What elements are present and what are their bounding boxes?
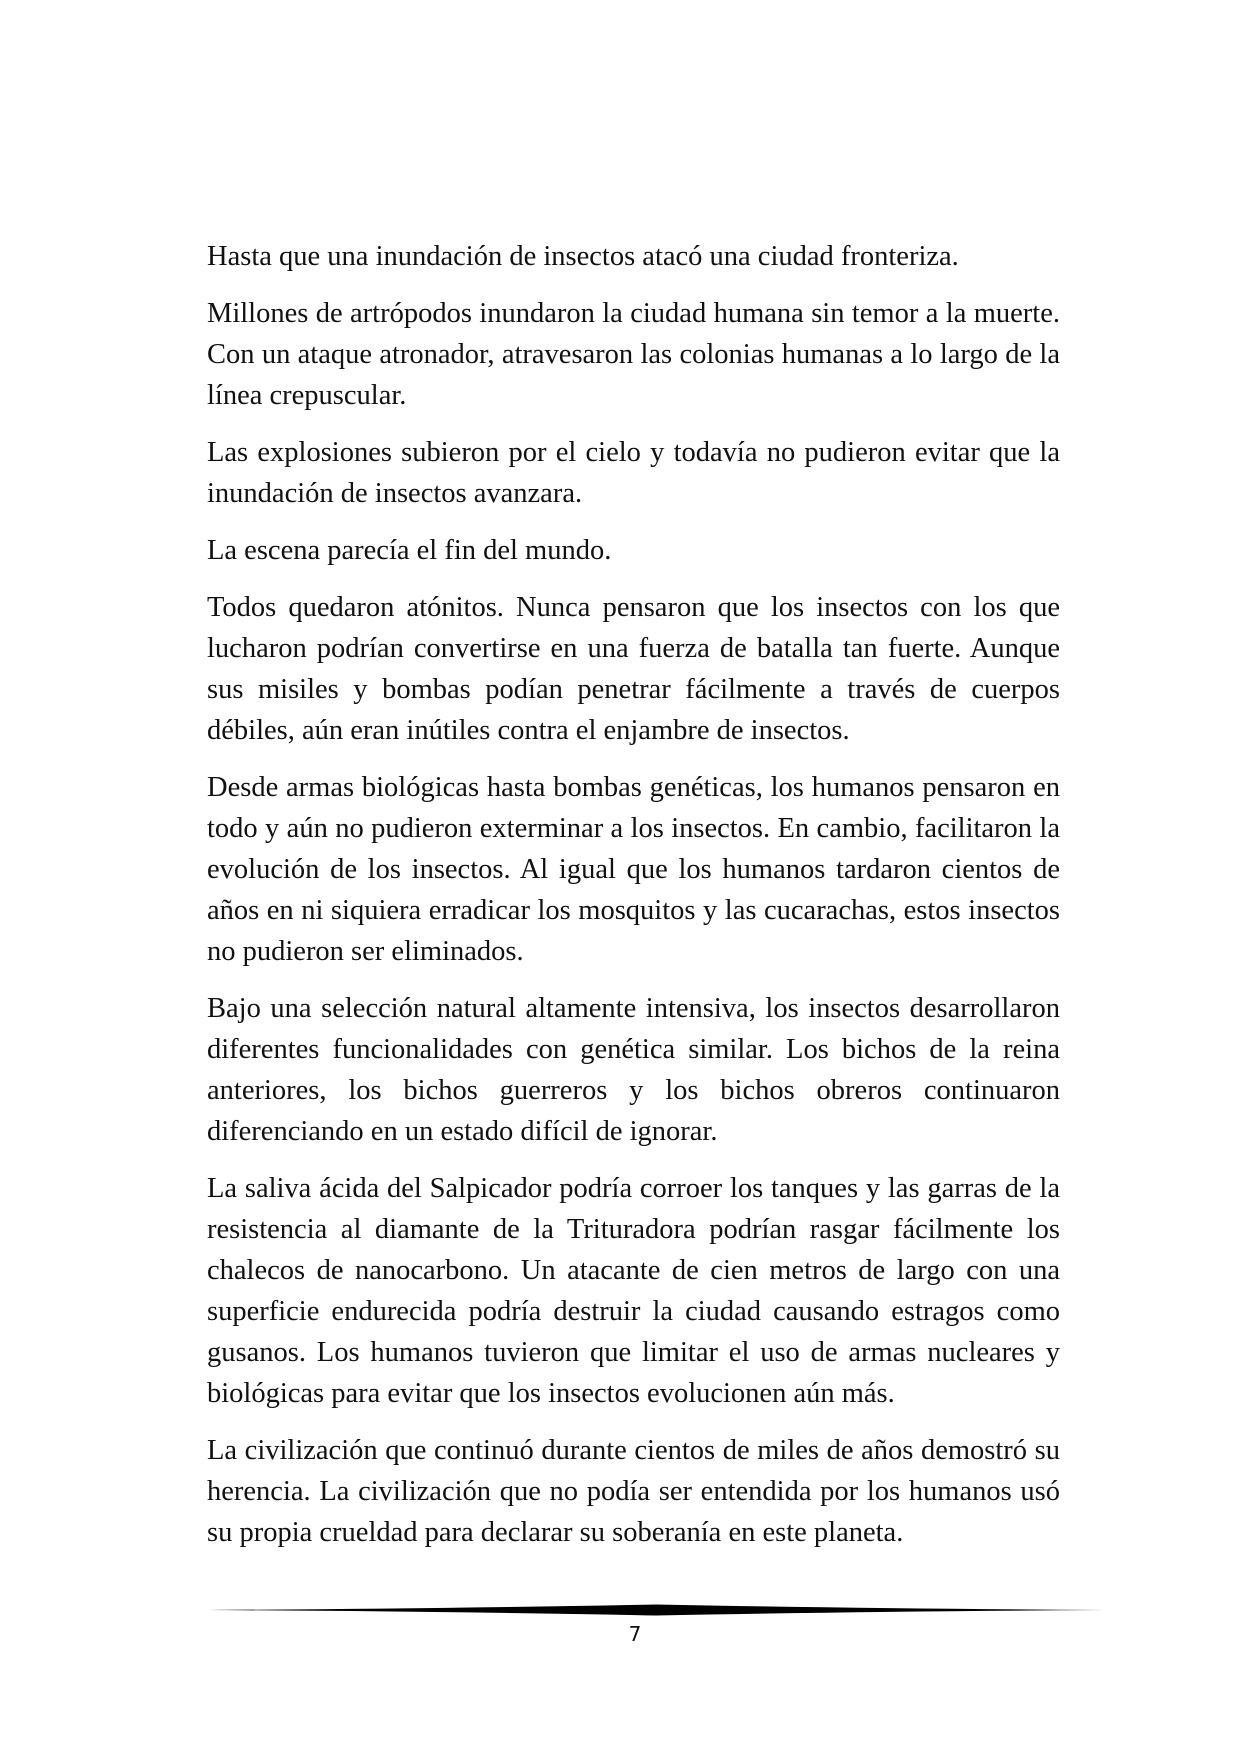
paragraph: Las explosiones subieron por el cielo y todavía no pudieron evitar que la inundación de insectos avanzara. [207,437,1060,509]
paragraph: La civilización que continuó durante cientos de miles de años demostró su herencia. La civilización que no podía ser entendida por los humanos usó su propia crueldad para declarar su soberanía en este planeta. [207,1435,1060,1548]
body-text [207,236,1060,1569]
paragraph: Millones de artrópodos inundaron la ciudad humana sin temor a la muerte. Con un ataque atronador, atravesaron las colonias humanas a lo largo de la línea crepuscular. [207,298,1060,411]
footer-divider [207,1603,1105,1617]
paragraph: Todos quedaron atónitos. Nunca pensaron que los insectos con los que lucharon podrían convertirse en una fuerza de batalla tan fuerte. Aunque sus misiles y bombas podían penetrar fácilmente a través de cuerpos débiles, aún eran inútiles contra el enjambre de insectos. [207,592,1060,746]
paragraph: La saliva ácida del Salpicador podría corroer los tanques y las garras de la resistencia al diamante de la Trituradora podrían rasgar fácilmente los chalecos de nanocarbono. Un atacante de cien metros de largo con una superficie endurecida podría destruir la ciudad causando estragos como gusanos. Los humanos tuvieron que limitar el uso de armas nucleares y biológicas para evitar que los insectos evolucionen aún más. [207,1173,1060,1409]
paragraph: Desde armas biológicas hasta bombas genéticas, los humanos pensaron en todo y aún no pudieron exterminar a los insectos. En cambio, facilitaron la evolución de los insectos. Al igual que los humanos tardaron cientos de años en ni siquiera erradicar los mosquitos y las cucarachas, estos insectos no pudieron ser eliminados. [207,772,1060,967]
paragraph: La escena parecía el fin del mundo. [207,535,612,566]
page-number: 7 [628,1622,642,1646]
paragraph: Hasta que una inundación de insectos atacó una ciudad fronteriza. [207,241,959,272]
paragraph: Bajo una selección natural altamente intensiva, los insectos desarrollaron diferentes funcionalidades con genética similar. Los bichos de la reina anteriores, los bichos guerreros y los bichos obreros continuaron diferenciando en un estado difícil de ignorar. [207,993,1060,1147]
